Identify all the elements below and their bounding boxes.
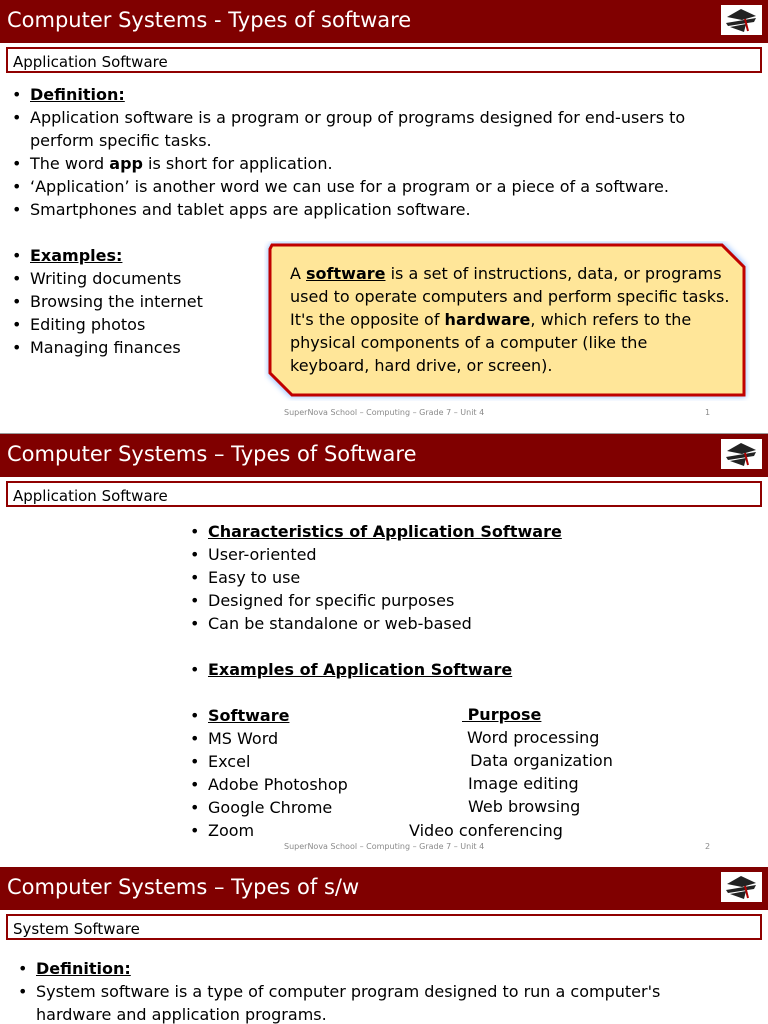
example-item: • Browsing the internet xyxy=(12,290,252,313)
definition-heading: • Definition: xyxy=(18,957,748,980)
examples-heading: • Examples: xyxy=(12,244,252,267)
application-word-text: • ‘Application’ is another word we can use for a program or a piece of a software. xyxy=(12,175,752,198)
slide-3-definition-list xyxy=(18,957,748,1024)
school-logo-icon xyxy=(721,5,762,35)
school-logo-icon xyxy=(721,872,762,902)
slide-1-section-label: Application Software xyxy=(13,53,168,71)
characteristic-item: • Can be standalone or web-based xyxy=(190,612,690,635)
software-definition-callout xyxy=(264,241,750,401)
smartphones-text: • Smartphones and tablet apps are application software. xyxy=(12,198,752,221)
slide-2-section-box xyxy=(6,481,762,507)
slide-3 xyxy=(0,867,768,1024)
purpose-item: Data organization xyxy=(465,751,613,770)
definition-heading: • Definition: xyxy=(12,83,752,106)
slide-2-section-label: Application Software xyxy=(13,487,168,505)
slide-2-title: Computer Systems – Types of Software xyxy=(7,442,417,466)
callout-text: A software is a set of instructions, data, or programs used to operate computers and perform specific tasks. It's the opposite of hardware, which refers to the physical components of a computer (like the keyboard, hard drive, or screen). xyxy=(290,264,730,375)
school-logo-icon xyxy=(721,439,762,469)
slide-1-examples-list xyxy=(12,244,252,359)
characteristic-item: • Designed for specific purposes xyxy=(190,589,690,612)
slide-2-footer: SuperNova School – Computing – Grade 7 – Unit 4 xyxy=(284,842,485,851)
purpose-item: Web browsing xyxy=(468,797,581,816)
software-item: • Zoom xyxy=(190,819,690,842)
slide-2-title-bar xyxy=(0,434,768,477)
slide-3-title-bar xyxy=(0,867,768,910)
slide-1-title: Computer Systems - Types of software xyxy=(7,8,412,32)
examples-heading: • Examples of Application Software xyxy=(190,658,690,681)
software-item: • Adobe Photoshop xyxy=(190,773,690,796)
app-text: • The word app is short for application. xyxy=(12,152,752,175)
slide-1-footer: SuperNova School – Computing – Grade 7 – Unit 4 xyxy=(284,408,485,417)
purpose-item: Word processing xyxy=(467,728,600,747)
slide-1-definition-list xyxy=(12,83,752,221)
slide-2-page-number: 2 xyxy=(705,842,711,851)
characteristics-heading: • Characteristics of Application Software xyxy=(190,520,690,543)
definition-text: • System software is a type of computer program designed to run a computer's hardware and application programs. xyxy=(18,980,736,1024)
slide-1-page-number: 1 xyxy=(705,408,711,417)
characteristic-item: • Easy to use xyxy=(190,566,690,589)
slide-2 xyxy=(0,434,768,867)
example-item: • Managing finances xyxy=(12,336,252,359)
slide-3-section-label: System Software xyxy=(13,920,140,938)
slide-1 xyxy=(0,0,768,433)
purpose-item: Image editing xyxy=(468,774,579,793)
software-item: • Excel xyxy=(190,750,690,773)
example-item: • Editing photos xyxy=(12,313,252,336)
purpose-column-heading: Purpose xyxy=(462,705,542,724)
software-item: • Google Chrome xyxy=(190,796,690,819)
software-item: • MS Word xyxy=(190,727,690,750)
slide-3-title: Computer Systems – Types of s/w xyxy=(7,875,360,899)
characteristic-item: • User-oriented xyxy=(190,543,690,566)
example-item: • Writing documents xyxy=(12,267,252,290)
slide-2-characteristics-list xyxy=(190,520,690,842)
slide-1-title-bar xyxy=(0,0,768,43)
software-column-heading: • Software xyxy=(190,704,690,727)
purpose-item: Video conferencing xyxy=(409,821,563,840)
slide-3-section-box xyxy=(6,914,762,940)
definition-text: • Application software is a program or group of programs designed for end-users to perform specific tasks. xyxy=(12,106,748,152)
slide-1-section-box xyxy=(6,47,762,73)
